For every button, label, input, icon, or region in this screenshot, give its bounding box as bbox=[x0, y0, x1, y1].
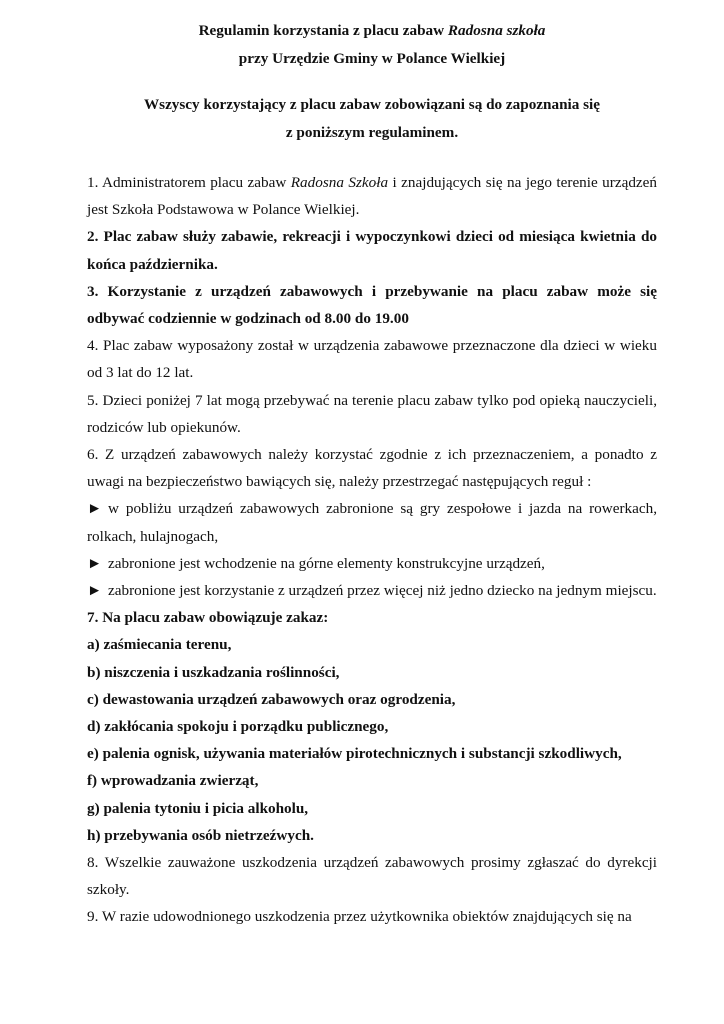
rule-3: 3. Korzystanie z urządzeń zabawowych i przebywanie na placu zabaw może się odbywać codziennie w godzinach od 8.00 do 19.00 bbox=[87, 282, 657, 328]
rule-7-heading: 7. Na placu zabaw obowiązuje zakaz: bbox=[87, 609, 329, 627]
bullet-arrow-icon: ► bbox=[87, 554, 103, 572]
rule-1-italic: Radosna Szkoła bbox=[290, 174, 389, 191]
rule-7-item: h) przebywania osób nietrzeźwych. bbox=[87, 826, 314, 844]
bullet-arrow-icon: ► bbox=[87, 500, 103, 518]
rule-7-item: e) palenia ognisk, używania materiałów pirotechnicznych i substancji szkodliwych, bbox=[87, 745, 622, 763]
title-line-2: przy Urzędzie Gminy w Polance Wielkiej bbox=[238, 50, 506, 67]
document-page bbox=[87, 17, 657, 931]
rule-7-item: a) zaśmiecania terenu, bbox=[87, 636, 232, 654]
rule-1-suffix: i znajdujących się na jego terenie urządzeń jest Szkoła Podstawowa w Polance Wielkiej. bbox=[87, 174, 657, 219]
rule-1 bbox=[87, 169, 657, 223]
intro-line-1: Wszyscy korzystający z placu zabaw zobowiązani są do zapoznania się bbox=[143, 96, 601, 113]
title-prefix: Regulamin korzystania z placu zabaw bbox=[198, 22, 448, 39]
document-title bbox=[87, 17, 657, 73]
rules-list bbox=[87, 169, 657, 931]
title-italic-name: Radosna szkoła bbox=[447, 22, 546, 39]
rule-7-item: b) niszczenia i uszkadzania roślinności, bbox=[87, 663, 340, 681]
rule-2: 2. Plac zabaw służy zabawie, rekreacji i wypoczynkowi dzieci od miesiąca kwietnia do końca października. bbox=[87, 228, 657, 273]
rule-7-item: g) palenia tytoniu i picia alkoholu, bbox=[87, 799, 309, 817]
bullet-text: w pobliżu urządzeń zabawowych zabronione są gry zespołowe i jazda na rowerkach, rolkach, hulajnogach, bbox=[87, 500, 657, 545]
intro-line-2: z poniższym regulaminem. bbox=[285, 124, 459, 141]
rule-4: 4. Plac zabaw wyposażony został w urządzenia zabawowe przeznaczone dla dzieci w wieku od 3 lat do 12 lat. bbox=[87, 337, 657, 382]
rule-1-prefix: 1. Administratorem placu zabaw bbox=[87, 174, 291, 191]
bullet-item bbox=[87, 495, 657, 549]
rule-7-item: d) zakłócania spokoju i porządku publicznego, bbox=[87, 718, 389, 736]
rule-9: 9. W razie udowodnionego uszkodzenia przez użytkownika obiektów znajdujących się na bbox=[87, 908, 632, 926]
rule-8: 8. Wszelkie zauważone uszkodzenia urządzeń zabawowych prosimy zgłaszać do dyrekcji szkoły. bbox=[87, 854, 657, 899]
rule-7-item: f) wprowadzania zwierząt, bbox=[87, 772, 259, 790]
rule-5: 5. Dzieci poniżej 7 lat mogą przebywać na terenie placu zabaw tylko pod opieką nauczycieli, rodziców lub opiekunów. bbox=[87, 391, 657, 436]
rule-7-item: c) dewastowania urządzeń zabawowych oraz ogrodzenia, bbox=[87, 690, 456, 708]
bullet-item bbox=[87, 577, 657, 604]
title-line-1 bbox=[87, 17, 657, 45]
intro-notice bbox=[87, 91, 657, 147]
bullet-text: zabronione jest korzystanie z urządzeń przez więcej niż jedno dziecko na jednym miejscu. bbox=[108, 582, 657, 600]
bullet-item bbox=[87, 550, 657, 577]
rule-6: 6. Z urządzeń zabawowych należy korzystać zgodnie z ich przeznaczeniem, a ponadto z uwagi na bezpieczeństwo bawiących się, należy przestrzegać następujących reguł : bbox=[87, 446, 657, 491]
bullet-text: zabronione jest wchodzenie na górne elementy konstrukcyjne urządzeń, bbox=[108, 554, 545, 572]
bullet-arrow-icon: ► bbox=[87, 582, 103, 600]
